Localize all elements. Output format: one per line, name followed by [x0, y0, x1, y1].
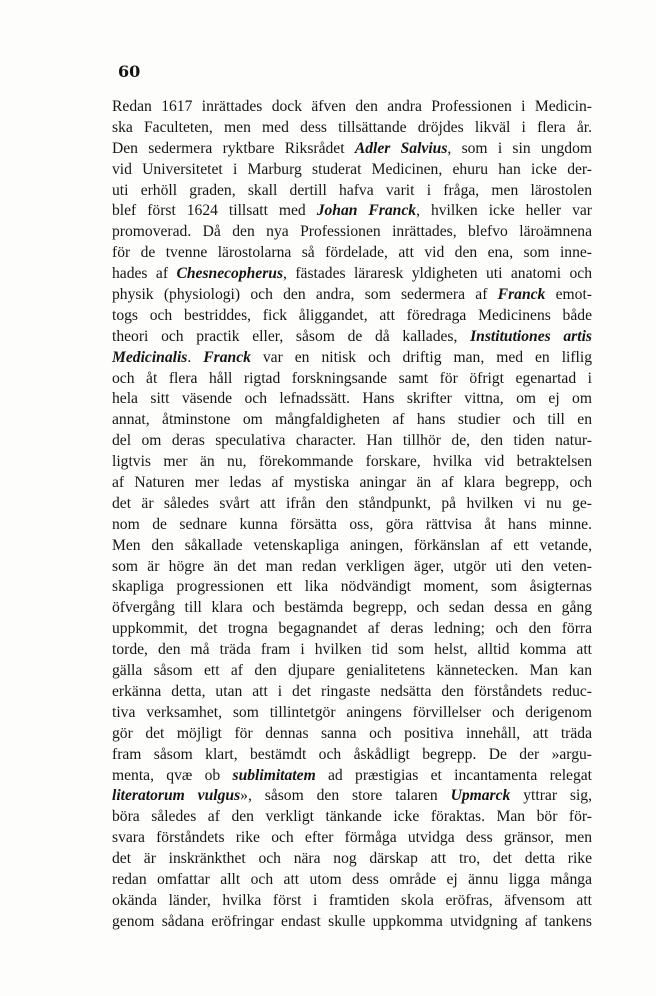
text-run: yttrar sig, — [510, 787, 592, 805]
emphasized-name: Franck — [497, 286, 546, 304]
text-line — [112, 285, 592, 306]
text-line — [112, 97, 592, 118]
text-run: uppkommit, det trogna begagnandet af deras ledning; och den förra — [112, 620, 592, 638]
text-run: togs och bestriddes, fick åliggandet, att föredraga Medicinens både — [112, 306, 592, 324]
text-line — [112, 661, 592, 682]
text-run: uti erhöll graden, skall dertill hafva varit i fråga, men lärostolen — [112, 181, 592, 199]
text-line — [112, 577, 592, 598]
text-line — [112, 327, 592, 348]
text-run: torde, den må träda fram i hvilken tid som helst, alltid komma att — [112, 641, 592, 659]
emphasized-name: Johan Franck — [316, 202, 417, 220]
text-run: ligtvis mer än nu, förekommande forskare, hvilka vid betraktelsen — [112, 453, 592, 471]
text-line — [112, 452, 592, 473]
text-run: ad præstigias et incantamenta relegat — [315, 766, 592, 784]
text-line — [112, 786, 592, 807]
text-run: var en nitisk och driftig man, med en liflig — [250, 348, 593, 366]
text-run: del om deras speculativa character. Han tillhör de, den tiden natur- — [112, 432, 592, 450]
text-line — [112, 870, 592, 891]
text-run: som är högre än det man redan verkligen äger, utgör uti den veten- — [112, 557, 592, 575]
emphasized-name: literatorum vulgus — [112, 787, 241, 805]
emphasized-name: Institutiones artis — [470, 327, 592, 345]
text-run: vid Universitetet i Marburg studerat Medicinen, ehuru han icke der- — [112, 160, 592, 178]
text-run: , som i sin ungdom — [447, 139, 592, 157]
text-run: emot- — [545, 286, 592, 304]
text-line — [112, 619, 592, 640]
text-line — [112, 682, 592, 703]
text-line — [112, 766, 592, 787]
text-line — [112, 912, 592, 933]
text-line — [112, 703, 592, 724]
text-run: menta, qvæ ob — [112, 766, 233, 784]
text-run: hades af — [112, 265, 177, 283]
text-run: svara förståndets rike och efter förmåga utvidga dess gränsor, men — [112, 829, 592, 847]
text-run: och åt flera håll rigtad forskningsande samt för öfrigt egenartad i — [112, 369, 592, 387]
text-line — [112, 264, 592, 285]
text-run: gälla såsom ett af den djupare genialitetens kännetecken. Man kan — [112, 662, 592, 680]
text-line — [112, 807, 592, 828]
text-run: ska Faculteten, men med dess tillsättande dröjdes likväl i flera år. — [112, 118, 592, 136]
text-run: blef först 1624 tillsatt med — [112, 202, 317, 220]
text-line — [112, 557, 592, 578]
text-line — [112, 598, 592, 619]
text-line — [112, 745, 592, 766]
text-run: annat, åtminstone om mångfaldigheten af hans studier och till en — [112, 411, 592, 429]
text-run: . — [187, 348, 204, 366]
text-line — [112, 389, 592, 410]
emphasized-name: Chesnecopherus — [176, 265, 284, 283]
text-run: Men den såkallade vetenskapliga aningen, förkänslan af ett vetande, — [112, 536, 592, 554]
text-run: öfvergång till klara och bestämda begrepp, och sedan dessa en gång — [112, 599, 592, 617]
text-line — [112, 828, 592, 849]
page-number: 60 — [118, 62, 141, 81]
text-line — [112, 515, 592, 536]
text-line — [112, 724, 592, 745]
text-line — [112, 243, 592, 264]
text-run: », såsom den store talaren — [240, 787, 451, 805]
emphasized-name: Franck — [203, 348, 251, 366]
text-line — [112, 306, 592, 327]
text-line — [112, 849, 592, 870]
text-run: gör det möjligt för dennas sanna och positiva innehåll, att träda — [112, 724, 592, 742]
text-line — [112, 640, 592, 661]
text-run: tiva verksamhet, som tillintetgör aningens förvillelser och derigenom — [112, 703, 592, 721]
emphasized-name: Upmarck — [450, 787, 511, 805]
text-line — [112, 891, 592, 912]
text-run: , fästades läraresk yldigheten uti anatomi och — [283, 265, 593, 283]
text-run: det är inskränkthet och nära nog därskap att tro, det detta rike — [112, 850, 592, 868]
text-line — [112, 139, 592, 160]
text-line — [112, 160, 592, 181]
text-line — [112, 201, 592, 222]
text-run: det är således svårt att ifrån den ståndpunkt, på hvilken vi nu ge- — [112, 494, 592, 512]
body-text — [112, 97, 592, 933]
text-run: okända länder, hvilka först i framtiden skola eröfras, äfvensom att — [112, 891, 592, 909]
text-run: promoverad. Då den nya Professionen inrättades, blefvo läroämnena — [112, 223, 592, 241]
text-line — [112, 536, 592, 557]
text-run: nom de sednare kunna försätta oss, göra rättvisa åt hans minne. — [112, 515, 592, 533]
text-run: Den sedermera ryktbare Riksrådet — [112, 139, 355, 157]
text-line — [112, 222, 592, 243]
text-line — [112, 473, 592, 494]
text-run: theori och practik eller, såsom de då kallades, — [112, 327, 471, 345]
emphasized-name: Adler Salvius — [354, 139, 448, 157]
text-run: genom sådana eröfringar endast skulle uppkomma utvidgning af tankens — [112, 912, 592, 930]
text-run: , hvilken icke heller var — [416, 202, 593, 220]
text-line — [112, 348, 592, 369]
text-line — [112, 118, 592, 139]
text-run: skapliga progressionen ett lika nödvändigt moment, som åsigternas — [112, 578, 592, 596]
text-run: fram såsom klart, bestämdt och åskådligt begrepp. De der »argu- — [112, 745, 592, 763]
text-line — [112, 431, 592, 452]
text-line — [112, 494, 592, 515]
text-run: redan omfattar allt och att utom dess område ej ännu ligga många — [112, 870, 592, 888]
text-run: erkänna detta, utan att i det ringaste nedsätta den förståndets reduc- — [112, 682, 592, 700]
text-line — [112, 369, 592, 390]
text-run: hela sitt väsende och lefnadssätt. Hans skrifter vittna, om ej om — [112, 390, 592, 408]
text-line — [112, 181, 592, 202]
emphasized-name: Medicinalis — [112, 348, 188, 366]
text-run: böra således af den verkligt tänkande icke föraktas. Man bör för- — [112, 808, 592, 826]
text-run: af Naturen mer ledas af mystiska aningar än af klara begrepp, och — [112, 474, 592, 492]
text-run: physik (physiologi) och den andra, som sedermera af — [112, 286, 498, 304]
text-run: för de tvenne lärostolarna så fördelade, att vid den ena, som inne- — [112, 244, 592, 262]
text-run: Redan 1617 inrättades dock äfven den andra Professionen i Medicin- — [112, 98, 592, 115]
emphasized-name: sublimitatem — [232, 766, 316, 784]
text-line — [112, 410, 592, 431]
